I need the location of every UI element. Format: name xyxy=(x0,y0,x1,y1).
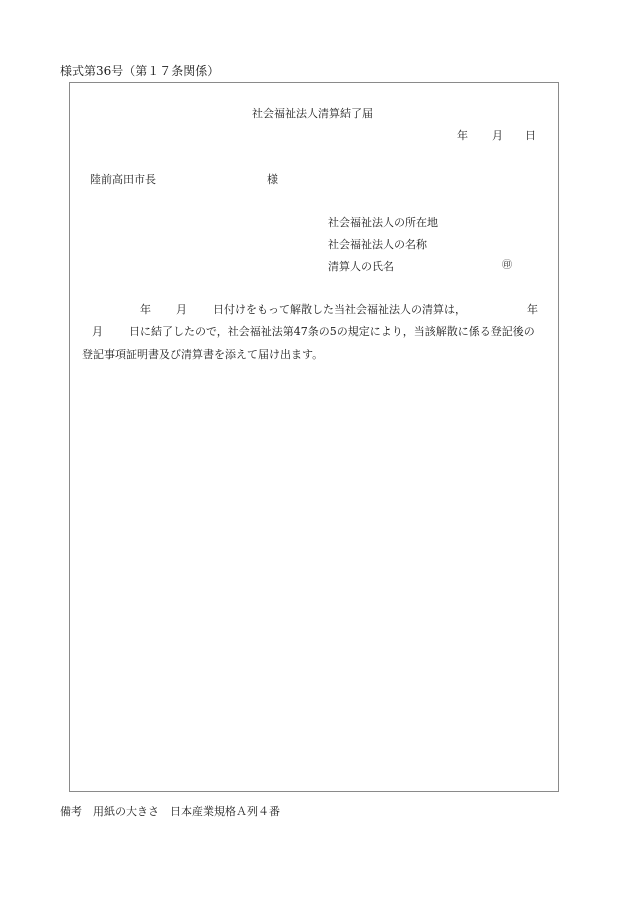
body-line1-text: 日付けをもって解散した当社会福祉法人の清算は， xyxy=(213,303,466,316)
date-day-label: 日 xyxy=(525,129,536,142)
seal-mark: ㊞ xyxy=(502,260,512,271)
corporation-name-label: 社会福祉法人の名称 xyxy=(328,238,427,251)
body-line1-month: 月 xyxy=(176,303,187,316)
date-month-label: 月 xyxy=(492,129,503,142)
form-number-label: 様式第36号（第１７条関係） xyxy=(60,64,220,78)
document-title: 社会福祉法人清算結了届 xyxy=(252,107,373,120)
footer-note: 備考 用紙の大きさ 日本産業規格Ａ列４番 xyxy=(60,805,280,818)
liquidator-name-label: 清算人の氏名 xyxy=(328,260,394,273)
recipient-honorific: 様 xyxy=(267,173,278,186)
body-line2-text: 日に結了したので，社会福祉法第47条の5の規定により，当該解散に係る登記後の xyxy=(129,325,535,338)
body-line1-year: 年 xyxy=(140,303,151,316)
body-line1-year2: 年 xyxy=(527,303,538,316)
corporation-location-label: 社会福祉法人の所在地 xyxy=(328,216,438,229)
body-line3-text: 登記事項証明書及び清算書を添えて届け出ます。 xyxy=(82,348,324,361)
form-frame xyxy=(69,82,559,792)
recipient-name: 陸前高田市長 xyxy=(90,173,156,186)
date-year-label: 年 xyxy=(457,129,468,142)
body-line2-month: 月 xyxy=(92,325,103,338)
